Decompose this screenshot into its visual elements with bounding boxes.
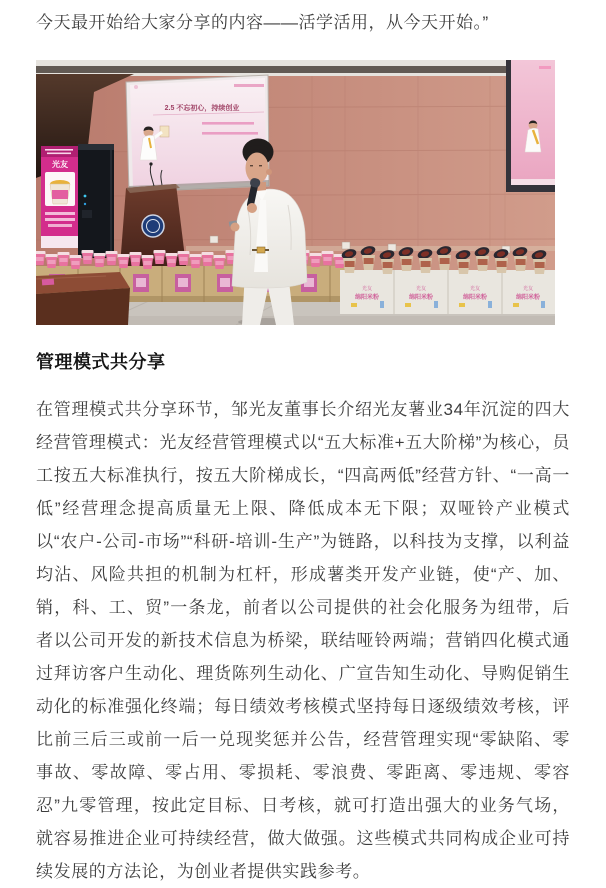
slide-text-line [202,122,254,125]
belt-buckle [257,247,265,253]
intro-paragraph: 今天最开始给大家分享的内容——活学活用，从今天开始。” [36,13,489,32]
svg-text:光友: 光友 [522,286,534,292]
slide-header-bar [234,84,264,87]
side-tv-screen [506,60,555,192]
slide-title: 2.5 不忘初心，持续创业 [164,105,240,112]
table-pink-object [42,279,54,286]
front-table [36,272,130,325]
main-paragraph: 在管理模式共分享环节，邹光友董事长介绍光友薯业34年沉淀的四大经营管理模式：光友经营管理模式以“五大标准+五大阶梯”为核心，员工按五大标准执行，按五大阶梯成长，“四高两低”经营方针、“一高一低”经营理念提高质量无上限、降低成本无下限；双哑铃产业模式以“农户-公司-市场”“科研-培训-生产”为链路，以科技为支撑，以利益均沾、风险共担的机制为杠杆，形成薯类开发产业链，使“产、加、销，科、工、贸”一条龙，前者以公司提供的社会化服务为纽带，后者以公司开发的新技术信息为桥梁，联结哑铃两端；营销四化模式通过拜访客户生动化、理货陈列生动化、广宣告知生动化、导购促销生动化的标准强化终端；每日绩效考核模式坚持每日逐级绩效考核，评比前三后三或前一后一兑现奖惩并公告，经营管理实现“零缺陷、零事故、零故障、零占用、零损耗、零浪费、零距离、零违规、零容忍”九零管理，按此定目标、日考核，就可打造出强大的业务气场，就容易推进企业可持续经营，做大做强。这些模式共同构成企业可持续发展的方法论，为创业者提供实践参考。 [36,400,570,881]
ceiling-recess [36,66,555,73]
svg-text:绵阳米粉: 绵阳米粉 [462,295,488,301]
person-jacket [232,189,307,288]
lidded-cup-row [341,245,548,274]
slide-text-line [202,132,258,135]
person-left-hand [231,223,240,232]
svg-text:绵阳米粉: 绵阳米粉 [354,295,380,301]
person-right-hand [247,203,257,213]
podium-emblem [142,215,164,237]
svg-text:光友: 光友 [361,286,373,292]
slide-logo [134,85,138,89]
svg-text:绵阳米粉: 绵阳米粉 [408,295,434,301]
banner-brand-text: 光友 [52,160,68,169]
svg-text:绵阳米粉: 绵阳米粉 [515,295,541,301]
brand-banner [41,146,79,248]
section-heading: 管理模式共分享 [36,352,166,372]
speaker-cabinet [78,144,114,258]
event-photo-illustration [36,60,555,325]
right-product-cartons [340,270,555,314]
svg-text:光友: 光友 [415,286,427,292]
event-photo[interactable] [36,60,555,325]
svg-text:光友: 光友 [469,286,481,292]
tv-slide-header-bar [539,66,551,69]
